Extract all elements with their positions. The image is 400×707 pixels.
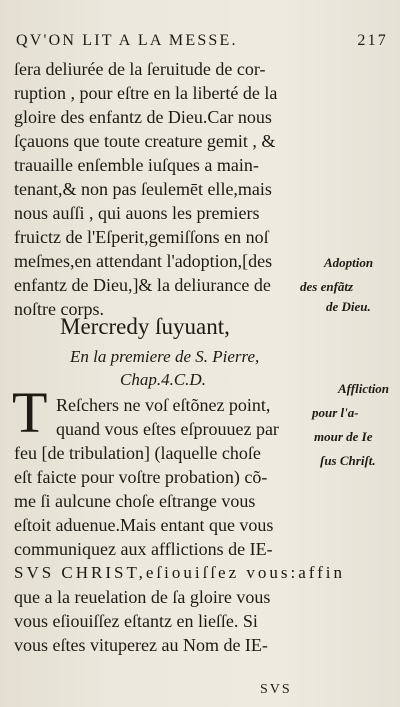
- text-line: eſt faicte pour voſtre probation) cõ-: [14, 467, 268, 487]
- text-line: eſtoit aduenue.Mais entant que vous: [14, 515, 274, 535]
- text-line: noſtre corps.: [14, 299, 104, 319]
- text-line: communiquez aux afflictions de IE-: [14, 539, 273, 559]
- text-line: ſera deliurée de la ſeruitude de cor-: [14, 59, 266, 79]
- text-line: fruictz de l'Eſperit,gemiſſons en noſ: [14, 227, 269, 247]
- drop-cap: T: [12, 380, 48, 445]
- text-line: ſçauons que toute creature gemit , &: [14, 131, 276, 151]
- section-subtitle: Chap.4.C.D.: [120, 370, 206, 389]
- text-line: vous eſtes vituperez au Nom de IE-: [14, 635, 268, 655]
- section-subtitle: En la premiere de S. Pierre,: [70, 347, 260, 366]
- text-line: trauaille enſemble iuſques a main-: [14, 155, 259, 175]
- text-line: SVS CHRIST,eſiouiſſez vous:affin: [14, 563, 346, 582]
- text-line: vous eſiouiſſez eſtantz en lieſſe. Si: [14, 611, 258, 631]
- margin-note: pour l'a-: [312, 405, 359, 420]
- text-line: ruption , pour eſtre en la liberté de la: [14, 83, 278, 103]
- catchword: SVS: [260, 682, 292, 697]
- margin-note: Adoption: [324, 255, 374, 270]
- text-line: feu [de tribulation] (laquelle choſe: [14, 443, 261, 463]
- page-number: 217: [357, 32, 388, 49]
- text-line: nous auſſi , qui auons les premiers: [14, 203, 260, 223]
- margin-note: des enfãtz: [300, 279, 354, 294]
- text-line: tenant,& non pas ſeulemēt elle,mais: [14, 179, 272, 199]
- margin-note: de Dieu.: [326, 299, 371, 314]
- text-line: me ſi aulcune choſe eſtrange vous: [14, 491, 256, 511]
- header-title: QV'ON LIT A LA MESSE.: [16, 32, 238, 49]
- margin-note: mour de Ie: [314, 429, 373, 444]
- text-line: que a la reuelation de ſa gloire vous: [14, 587, 271, 607]
- margin-note: Affliction: [338, 381, 390, 396]
- text-line: gloire des enfantz de Dieu.Car nous: [14, 107, 272, 127]
- text-line: Reſchers ne voſ eſtõnez point,: [56, 395, 271, 415]
- text-line: enfantz de Dieu,]& la deliurance de: [14, 275, 271, 295]
- text-line: meſmes,en attendant l'adoption,[des: [14, 251, 273, 271]
- margin-note: ſus Chriſt.: [320, 453, 376, 468]
- section-title: Mercredy ſuyuant,: [60, 314, 230, 339]
- running-header: [16, 32, 388, 50]
- text-line: quand vous eſtes eſprouuez par: [56, 419, 279, 439]
